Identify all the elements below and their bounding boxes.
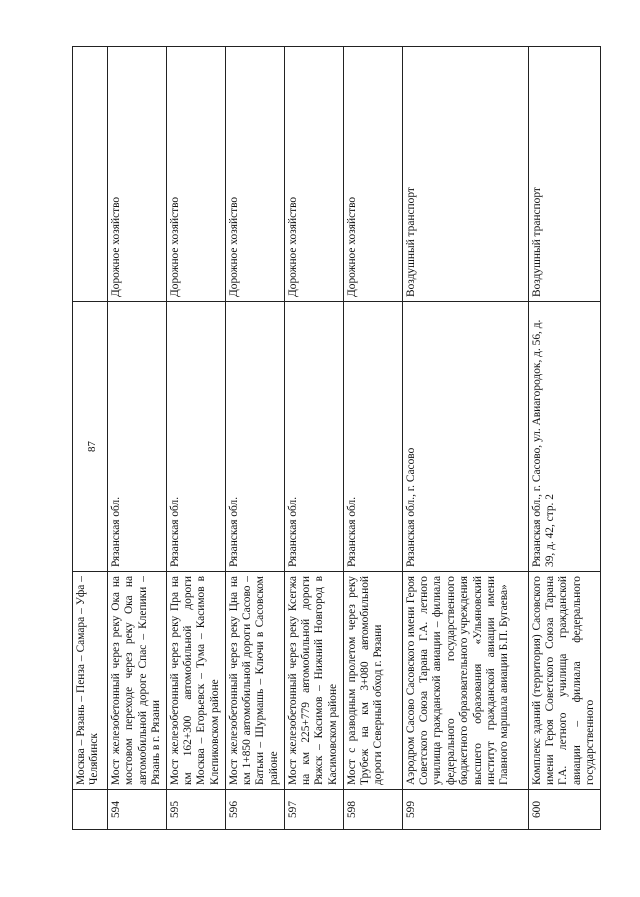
object-location: Рязанская обл.	[225, 302, 284, 572]
page-number: 87	[86, 441, 98, 452]
table-row	[225, 47, 284, 830]
object-location: Рязанская обл.	[166, 302, 225, 572]
object-name: Мост с разводным пролетом через реку Трубеж на км 3+080 автомобильной дороги Северный обход г. Рязани	[343, 572, 402, 790]
row-number: 594	[108, 790, 167, 830]
object-name: Мост железобетонный через реку Ока на мостовом переходе через реку Ока на автомобильной дороге Спас – Клепики – Рязань в г. Рязани	[108, 572, 167, 790]
row-number: 596	[225, 790, 284, 830]
row-number: 595	[166, 790, 225, 830]
row-number: 598	[343, 790, 402, 830]
table-row	[528, 47, 600, 830]
object-location	[73, 302, 108, 572]
object-location: Рязанская обл.	[284, 302, 343, 572]
object-type: Дорожное хозяйство	[166, 47, 225, 302]
table-row	[284, 47, 343, 830]
row-number	[73, 790, 108, 830]
rotated-page-content	[72, 47, 597, 830]
object-name: Мост железобетонный через реку Пра на км 162+300 автомобильной дороги Москва – Егорьевск – Тума – Касимов в Клепиковском районе	[166, 572, 225, 790]
table-row	[166, 47, 225, 830]
table-row	[108, 47, 167, 830]
object-name: Москва – Рязань – Пенза – Самара – Уфа – Челябинск	[73, 572, 108, 790]
object-type: Дорожное хозяйство	[284, 47, 343, 302]
object-name: Комплекс зданий (территория) Сасовского имени Героя Советского Союза Тарана Г.А. летного училища гражданской авиации – филиала федерального государственного	[528, 572, 600, 790]
object-name: Мост железобетонный через реку Ксегжа на км 225+779 автомобильной дороги Ряжск – Касимов – Нижний Новгород в Касимовском районе	[284, 572, 343, 790]
object-name: Аэродром Сасово Сасовского имени Героя Советского Союза Тарана Г.А. летного училища гражданской авиации – филиала федерального государственного бюджетного образовательного учреждения высшего образования «Ульяновский институт гражданской авиации имени Главного маршала авиации Б.П. Бугаева»	[402, 572, 528, 790]
object-name: Мост железобетонный через реку Цна на км 1+850 автомобильной дороги Сасово – Батьки – Шурмашь – Ключи в Сасовском районе	[225, 572, 284, 790]
object-type: Воздушный транспорт	[528, 47, 600, 302]
object-location: Рязанская обл.	[343, 302, 402, 572]
object-type	[73, 47, 108, 302]
object-type: Дорожное хозяйство	[225, 47, 284, 302]
row-number: 597	[284, 790, 343, 830]
object-type: Дорожное хозяйство	[108, 47, 167, 302]
row-number: 599	[402, 790, 528, 830]
object-type: Воздушный транспорт	[402, 47, 528, 302]
table-row	[73, 47, 108, 830]
object-type: Дорожное хозяйство	[343, 47, 402, 302]
table-row	[343, 47, 402, 830]
table-row	[402, 47, 528, 830]
row-number: 600	[528, 790, 600, 830]
object-location: Рязанская обл., г. Сасово	[402, 302, 528, 572]
object-location: Рязанская обл.	[108, 302, 167, 572]
object-location: Рязанская обл., г. Сасово, ул. Авиагородок, д. 56, д. 39, д. 42, стр. 2	[528, 302, 600, 572]
objects-table	[72, 46, 601, 830]
